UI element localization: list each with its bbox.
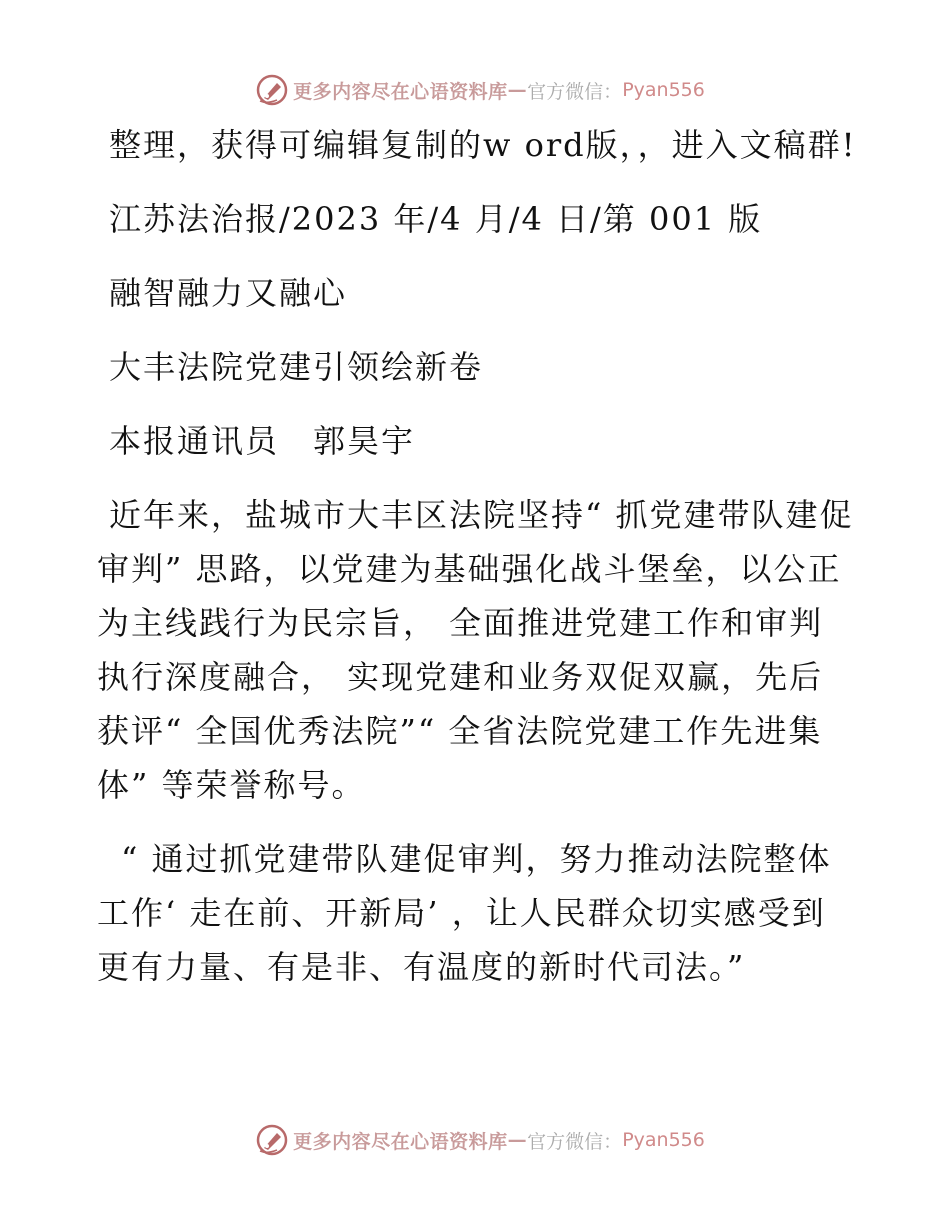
pen-nib-circle-icon [255,1123,289,1157]
watermark-wechat-id: Pyan556 [622,79,705,101]
watermark-main-text: 更多内容尽在心语资料库 [293,80,508,103]
paragraph-2: “ 通过抓党建带队建促审判，努力推动法院整体工作‘ 走在前、开新局’ ，让人民群众切实感受到更有力量、有是非、有温度的新时代司法。” [97,840,832,986]
byline: 本报通讯员 郭昊宇 [109,422,416,460]
paragraph-1: 近年来，盐城市大丰区法院坚持“ 抓党建带队建促审判” 思路，以党建为基础强化战斗堡垒，以公正为主线践行为民宗旨， 全面推进党建工作和审判执行深度融合， 实现党建和业务双促双赢，先后获评“ 全国优秀法院”“ 全省法院党建工作先进集体” 等荣誉称号。 [97,496,854,804]
watermark-banner-top [0,70,950,110]
watermark-main-text: 更多内容尽在心语资料库 [293,1130,508,1153]
subheadline: 大丰法院党建引领绘新卷 [109,348,484,386]
watermark-banner-bottom [0,1120,950,1160]
watermark-separator: — [507,79,528,101]
source-line: 江苏法治报/2023 年/4 月/4 日/第 001 版 [109,200,763,238]
watermark-separator: — [507,1129,528,1151]
watermark-wechat-label: 官方微信： [527,1130,623,1153]
pen-nib-circle-icon [255,73,289,107]
headline: 融智融力又融心 [109,274,348,312]
watermark-wechat-id: Pyan556 [622,1129,705,1151]
document-body [97,118,857,1014]
watermark-wechat-label: 官方微信： [527,80,623,103]
intro-note: 整理，获得可编辑复制的w ord版，，进入文稿群! [109,126,857,164]
